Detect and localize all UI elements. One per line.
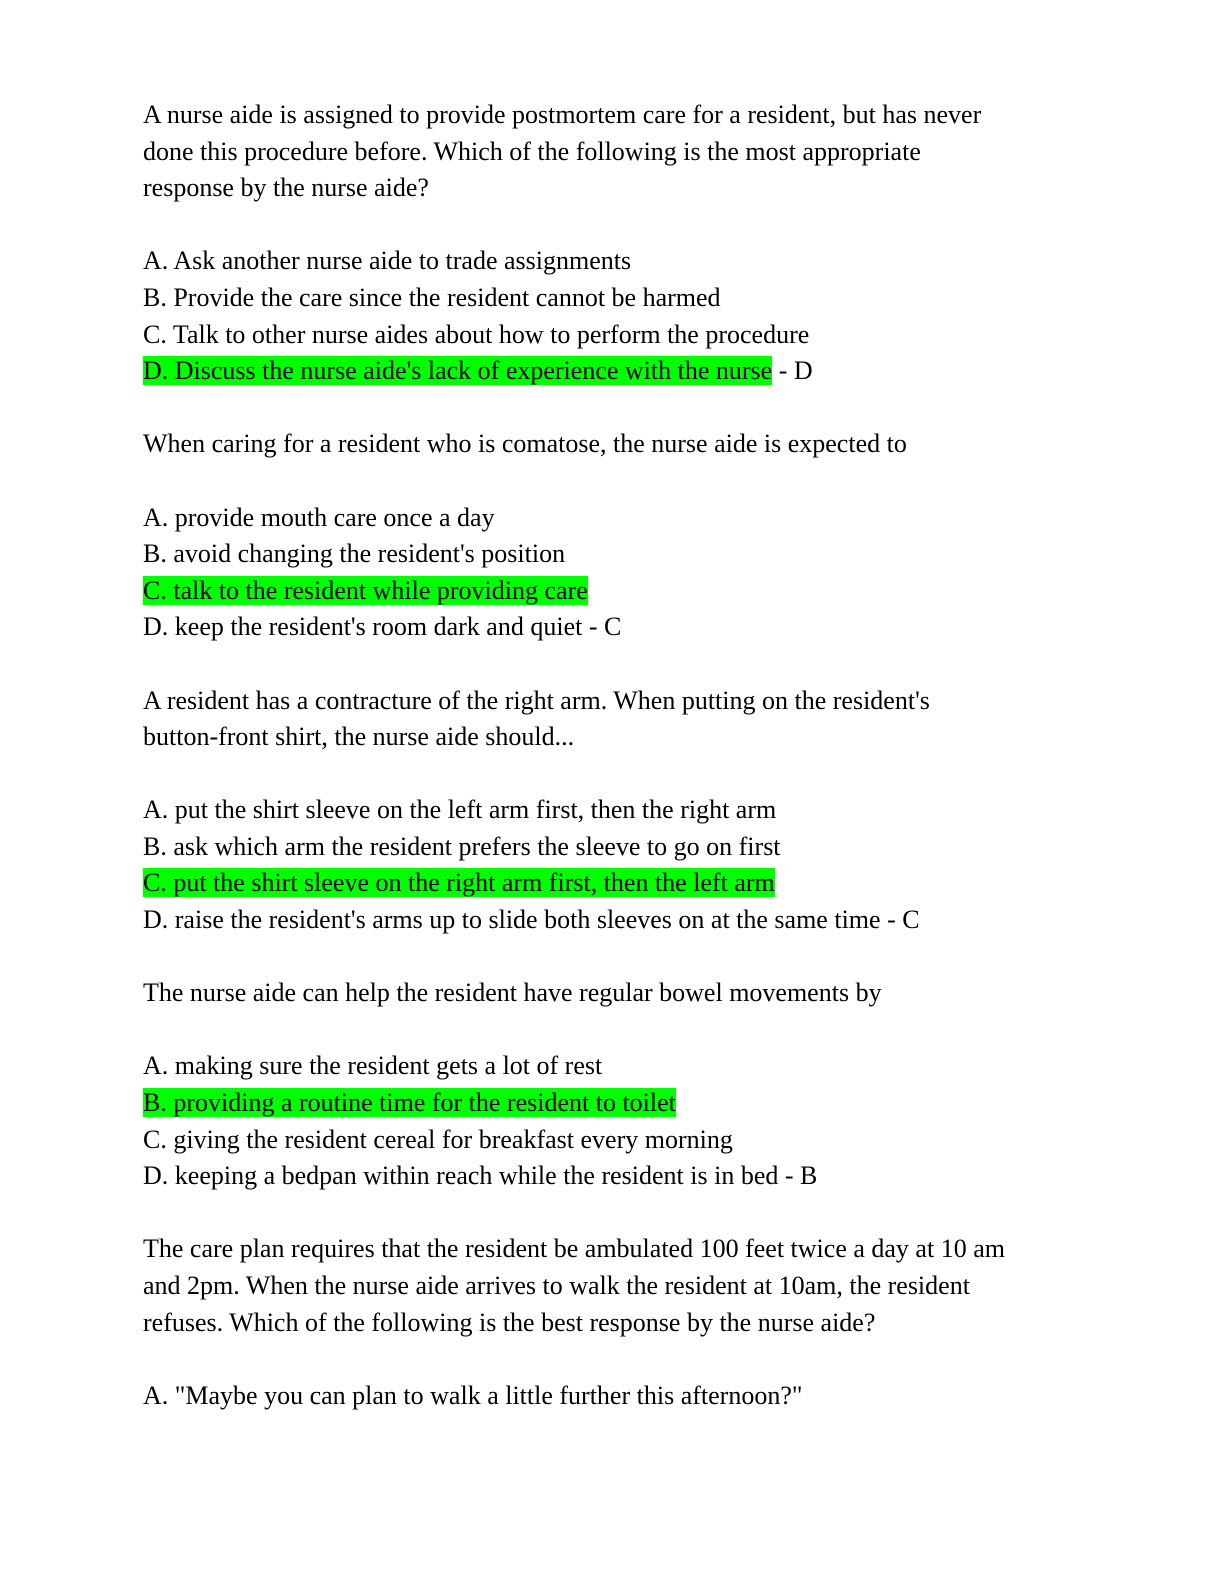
question-5-stem-line-1: The care plan requires that the resident be ambulated 100 feet twice a day at 10 am xyxy=(143,1234,1005,1264)
question-4-option-d-row xyxy=(143,1158,1103,1195)
question-4-option-b-row xyxy=(143,1085,1103,1122)
question-3-stem-line-2: button-front shirt, the nurse aide should... xyxy=(143,722,575,752)
question-4 xyxy=(143,975,1103,1231)
question-4-option-d: D. keeping a bedpan within reach while the resident is in bed xyxy=(143,1161,779,1191)
question-1-option-d-row xyxy=(143,353,1103,390)
question-1-option-b: B. Provide the care since the resident cannot be harmed xyxy=(143,282,721,312)
question-5-stem-line-2: and 2pm. When the nurse aide arrives to walk the resident at 10am, the resident xyxy=(143,1271,970,1300)
question-4-option-c: C. giving the resident cereal for breakfast every morning xyxy=(143,1124,733,1154)
question-1-correct-option-highlight: D. Discuss the nurse aide's lack of experience with the nurse xyxy=(143,356,773,386)
question-3-option-d: D. raise the resident's arms up to slide both sleeves on at the same time xyxy=(143,905,881,935)
question-1 xyxy=(143,97,1103,426)
question-5 xyxy=(143,1231,1103,1414)
question-3-option-d-row xyxy=(143,902,1103,939)
question-1-answer-key: - D xyxy=(772,356,813,386)
question-2-option-d-row xyxy=(143,609,1103,646)
question-4-stem-line-1: The nurse aide can help the resident have regular bowel movements by xyxy=(143,978,882,1008)
question-1-option-a: A. Ask another nurse aide to trade assignments xyxy=(143,246,632,276)
question-5-option-a: A. "Maybe you can plan to walk a little further this afternoon?" xyxy=(143,1380,803,1410)
question-4-answer-key: - B xyxy=(778,1161,818,1191)
question-1-stem-line-3: response by the nurse aide? xyxy=(143,173,429,203)
document-content xyxy=(143,97,1103,1414)
question-2-stem-line-1: When caring for a resident who is comatose, the nurse aide is expected to xyxy=(143,429,907,459)
question-2-option-d: D. keep the resident's room dark and quiet xyxy=(143,612,583,642)
question-2-correct-option-highlight: C. talk to the resident while providing care xyxy=(143,575,588,605)
question-3-option-a: A. put the shirt sleeve on the left arm first, then the right arm xyxy=(143,795,777,825)
question-2-answer-key: - C xyxy=(582,612,622,642)
question-2 xyxy=(143,426,1103,682)
question-2-option-c-row xyxy=(143,573,1103,610)
question-3-stem-line-1: A resident has a contracture of the right arm. When putting on the resident's xyxy=(143,685,930,715)
question-3-option-b: B. ask which arm the resident prefers the sleeve to go on first xyxy=(143,831,781,861)
question-1-stem-line-2: done this procedure before. Which of the following is the most appropriate xyxy=(143,136,921,166)
question-3-correct-option-highlight: C. put the shirt sleeve on the right arm first, then the left arm xyxy=(143,868,775,898)
question-4-option-a: A. making sure the resident gets a lot of rest xyxy=(143,1051,603,1081)
question-3-answer-key: - C xyxy=(880,905,920,935)
question-1-stem-line-1: A nurse aide is assigned to provide postmortem care for a resident, but has never xyxy=(143,100,982,129)
question-2-option-b: B. avoid changing the resident's position xyxy=(143,539,566,569)
question-3 xyxy=(143,683,1103,976)
question-5-stem-line-3: refuses. Which of the following is the best response by the nurse aide? xyxy=(143,1307,876,1337)
question-3-option-c-row xyxy=(143,865,1103,902)
question-1-option-c: C. Talk to other nurse aides about how to perform the procedure xyxy=(143,319,810,349)
question-2-option-a: A. provide mouth care once a day xyxy=(143,502,495,532)
question-4-correct-option-highlight: B. providing a routine time for the resident to toilet xyxy=(143,1088,676,1118)
